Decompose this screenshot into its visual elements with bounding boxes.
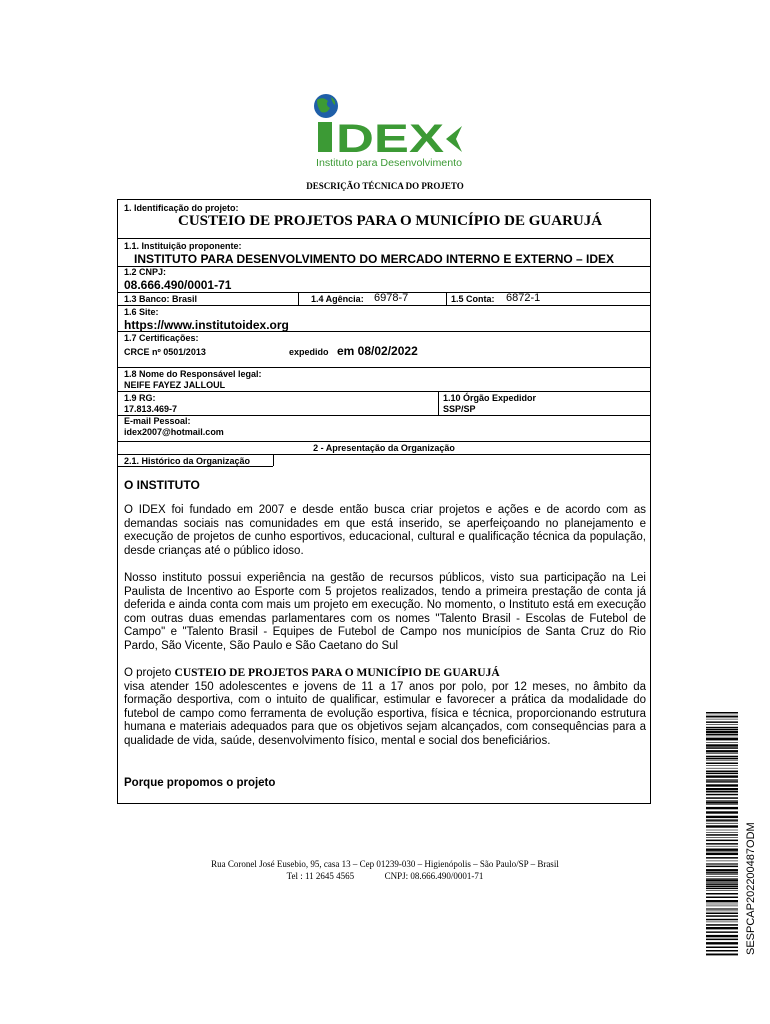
barcode-bar xyxy=(706,773,738,775)
barcode-bar xyxy=(706,913,738,915)
barcode-bar xyxy=(706,863,738,864)
barcode-bar xyxy=(706,822,738,823)
barcode-bar xyxy=(706,715,738,716)
barcode-bar xyxy=(706,760,738,761)
barcode-bar xyxy=(706,756,738,758)
project-title: CUSTEIO DE PROJETOS PARA O MUNICÍPIO DE GUARUJÁ xyxy=(178,213,603,229)
barcode-bar xyxy=(706,878,738,879)
barcode-bar xyxy=(706,794,738,796)
field-1-4-label: 1.4 Agência: xyxy=(311,294,364,304)
barcode-bar xyxy=(706,734,738,736)
field-1-5-label: 1.5 Conta: xyxy=(451,294,495,304)
certification-value: CRCE nº 0501/2013 xyxy=(124,347,206,357)
barcode-bar xyxy=(706,853,738,855)
barcode-bar xyxy=(706,788,738,790)
barcode-bar xyxy=(706,897,738,899)
barcode-bar xyxy=(706,832,738,833)
account-value: 6872-1 xyxy=(506,292,541,304)
barcode-bar xyxy=(706,922,738,923)
document-title: DESCRIÇÃO TÉCNICA DO PROJETO xyxy=(306,181,464,191)
barcode-bar xyxy=(706,834,738,836)
barcode-bar xyxy=(706,800,738,801)
barcode-bar xyxy=(706,811,738,813)
issued-date: em 08/02/2022 xyxy=(337,344,418,358)
barcode-bar xyxy=(706,744,738,746)
barcode-bar xyxy=(706,727,738,729)
barcode-bar xyxy=(706,819,738,821)
barcode-bar xyxy=(706,909,738,910)
footer-cnpj: CNPJ: 08.666.490/0001-71 xyxy=(384,871,484,881)
barcode-bar xyxy=(706,797,738,799)
agency-value: 6978-7 xyxy=(374,292,409,304)
barcode-bar xyxy=(706,874,738,875)
barcode-bar xyxy=(706,731,738,733)
divider xyxy=(118,266,650,267)
barcode-bar xyxy=(706,942,738,944)
barcode-bar xyxy=(706,837,738,838)
paragraph-1: O IDEX foi fundado em 2007 e desde então busca criar projetos e ações e de acordo com as demandas sociais nas comunidades em que está inserido, se aperfeiçoando no planejamento e execução de projetos de cunho esportivos, educacional, cultural e qualificação técnica da população, desde crianças até o público idoso. xyxy=(124,504,646,557)
field-1-9-label: 1.9 RG: xyxy=(124,393,156,403)
globe-icon xyxy=(314,94,338,118)
barcode-bar xyxy=(706,924,738,926)
barcode-bar xyxy=(706,879,738,881)
barcode-bar xyxy=(706,888,738,890)
barcode-bar xyxy=(706,712,738,714)
barcode-bar xyxy=(706,900,738,902)
institution-name: INSTITUTO PARA DESENVOLVIMENTO DO MERCADO INTERNO E EXTERNO – IDEX xyxy=(134,252,615,266)
barcode-bar xyxy=(706,823,738,824)
why-heading: Porque propomos o projeto xyxy=(124,777,276,789)
barcode-bar xyxy=(706,893,738,895)
barcode-bar xyxy=(706,931,738,933)
divider xyxy=(118,367,650,368)
barcode-bar xyxy=(706,904,738,905)
barcode-bar xyxy=(706,768,738,769)
issued-label: expedido xyxy=(289,347,329,357)
barcode-bar xyxy=(706,780,738,782)
barcode-bar xyxy=(706,765,738,766)
barcode-bar xyxy=(706,872,738,874)
barcode-bar xyxy=(706,724,738,725)
footer-contact xyxy=(0,870,770,882)
paragraph-3-rest: visa atender 150 adolescentes e jovens de 11 a 17 anos por polo, por 12 meses, no âmbito da formação desportiva, com o intuito de qualificar, estimular e favorecer a prática da modalidade do futebol de campo como ferramenta de evolução esportiva, física e técnica, proporcionando estrutura humana e materiais adequados para que os objetivos sejam alcançados, com consequências para a qualidade de vida, saúde, desenvolvimento físico, mental e social dos beneficiários. xyxy=(124,680,646,747)
barcode-bar xyxy=(706,742,738,743)
barcode-bar xyxy=(706,908,738,909)
divider xyxy=(118,466,273,467)
barcode-bar xyxy=(706,919,738,921)
barcode-bar xyxy=(706,915,738,917)
barcode-bar xyxy=(706,864,738,865)
barcode-bar xyxy=(706,876,738,877)
barcode-bar xyxy=(706,738,738,740)
barcode-bar xyxy=(706,729,738,731)
field-1-7-label: 1.7 Certificações: xyxy=(124,333,199,343)
project-form xyxy=(117,199,651,804)
barcode-bar xyxy=(706,747,738,749)
idex-logo xyxy=(306,92,466,172)
barcode-bar xyxy=(706,825,738,827)
rg-value: 17.813.469-7 xyxy=(124,404,178,414)
barcode-bar xyxy=(706,843,738,845)
cnpj-value: 08.666.490/0001-71 xyxy=(124,278,232,292)
barcode-bar xyxy=(706,719,738,720)
divider xyxy=(118,441,650,442)
barcode-bar xyxy=(706,866,738,868)
divider xyxy=(118,331,650,332)
barcode-bar xyxy=(706,857,738,859)
paragraph-3-lead: O projeto xyxy=(124,667,172,679)
barcode-bar xyxy=(706,758,738,760)
barcode-bar xyxy=(706,939,738,941)
divider xyxy=(118,415,650,416)
responsible-name: NEIFE FAYEZ JALLOUL xyxy=(124,380,226,390)
paragraph-3 xyxy=(124,667,646,749)
barcode-bar xyxy=(706,721,738,723)
barcode-bar xyxy=(706,750,738,752)
field-1-1-label: 1.1. Instituição proponente: xyxy=(124,241,242,251)
barcode-bar xyxy=(706,807,738,809)
divider xyxy=(118,454,650,455)
institute-heading: O INSTITUTO xyxy=(124,478,200,492)
barcode-bar xyxy=(706,890,738,891)
field-1-label: 1. Identificação do projeto: xyxy=(124,203,239,213)
barcode-bar xyxy=(706,804,738,805)
barcode-bar xyxy=(706,886,738,888)
barcode-bar xyxy=(706,779,738,780)
divider xyxy=(118,305,650,306)
barcode-bar xyxy=(706,935,738,937)
barcode-bar xyxy=(706,771,738,773)
barcode-bar xyxy=(706,840,738,842)
barcode-bar xyxy=(706,784,738,786)
barcode-bar xyxy=(706,737,738,738)
email-label: E-mail Pessoal: xyxy=(124,416,191,426)
barcode xyxy=(706,712,738,956)
section-2-title: 2 - Apresentação da Organização xyxy=(313,443,455,453)
barcode-bar xyxy=(706,950,738,952)
barcode-bar xyxy=(706,954,738,956)
barcode-bar xyxy=(706,782,738,783)
barcode-bar xyxy=(706,791,738,793)
field-1-6-label: 1.6 Site: xyxy=(124,307,159,317)
logo-wordmark: DEX xyxy=(336,117,445,161)
barcode-bar xyxy=(706,801,738,803)
barcode-bar xyxy=(706,911,738,912)
barcode-bar xyxy=(706,775,738,777)
site-value: https://www.institutoidex.org xyxy=(124,318,289,332)
barcode-bar xyxy=(706,927,738,929)
barcode-bar xyxy=(706,753,738,754)
barcode-bar xyxy=(706,816,738,818)
field-2-1-label: 2.1. Histórico da Organização xyxy=(124,456,251,466)
footer-tel: Tel : 11 2645 4565 xyxy=(286,871,355,881)
paragraph-3-project: CUSTEIO DE PROJETOS PARA O MUNICÍPIO DE GUARUJÁ xyxy=(174,667,500,679)
issuer-value: SSP/SP xyxy=(443,404,476,414)
barcode-bar xyxy=(706,846,738,847)
barcode-bar xyxy=(706,763,738,765)
barcode-bar xyxy=(706,830,738,831)
barcode-bar xyxy=(706,869,738,871)
barcode-bar xyxy=(706,883,738,885)
barcode-bar xyxy=(706,906,738,907)
field-1-8-label: 1.8 Nome do Responsável legal: xyxy=(124,369,262,379)
barcode-bar xyxy=(706,947,738,949)
divider xyxy=(118,391,650,392)
barcode-bar xyxy=(706,716,738,718)
field-1-10-label: 1.10 Órgão Expedidor xyxy=(443,393,537,403)
paragraph-2: Nosso instituto possui experiência na gestão de recursos públicos, visto sua participação na Lei Paulista de Incentivo ao Esporte com 5 projetos realizados, tendo a primeira prestação de conta já deferida e ainda conta com mais um projeto em execução. No momento, o Instituto está em execução com outras duas emendas parlamentares com os nomes "Talento Brasil - Escolas de Futebol de Campo" e "Talento Brasil - Equipes de Futebol de Campo nos municípios de Santa Cruz do Rio Pardo, São Vicente, São Paulo e São Caetano do Sul xyxy=(124,572,646,652)
barcode-text: SESPCAP202200487ODM xyxy=(745,822,757,955)
footer-address: Rua Coronel José Eusebio, 95, casa 13 – Cep 01239-030 – Higienópolis – São Paulo/SP – Brasil xyxy=(211,859,559,869)
barcode-bar xyxy=(706,882,738,883)
barcode-bar xyxy=(706,861,738,862)
field-1-2-label: 1.2 CNPJ: xyxy=(124,267,167,277)
logo-tagline: Instituto para Desenvolvimento xyxy=(316,158,463,169)
email-value: idex2007@hotmail.com xyxy=(124,427,224,437)
field-1-3-label: 1.3 Banco: Brasil xyxy=(124,294,198,304)
barcode-bar xyxy=(706,852,738,853)
barcode-bar xyxy=(706,849,738,851)
divider xyxy=(118,238,650,239)
